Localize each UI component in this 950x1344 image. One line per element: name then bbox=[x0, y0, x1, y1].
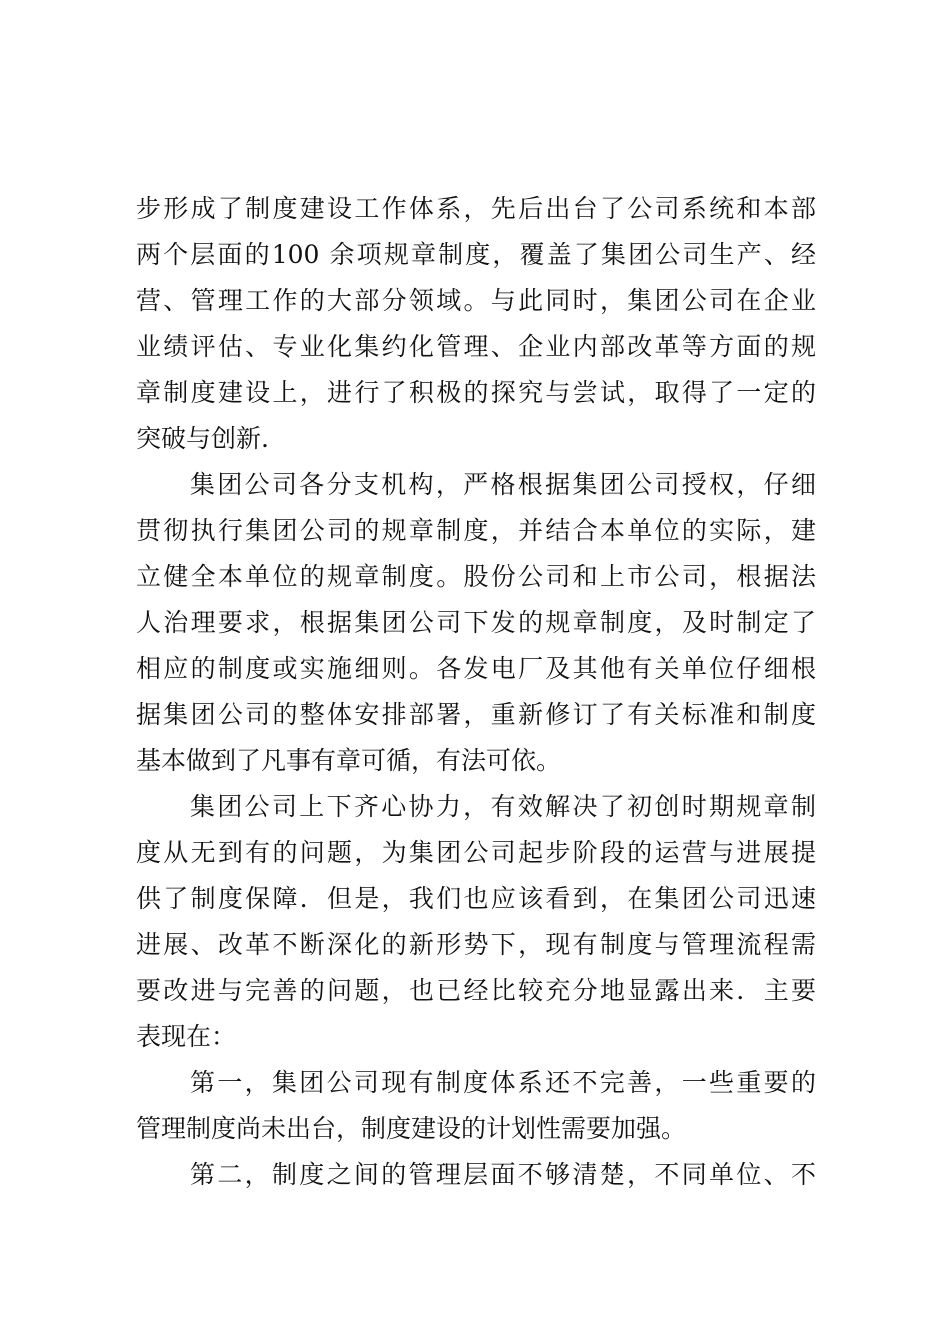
text-line: 步形成了制度建设工作体系，先后出台了公司系统和本部 bbox=[136, 194, 816, 223]
text-line: 进展、改革不断深化的新形势下，现有制度与管理流程需 bbox=[136, 930, 816, 959]
text-line: 两个层面的100 余项规章制度，覆盖了集团公司生产、经 bbox=[136, 240, 816, 269]
document-body bbox=[136, 186, 816, 1198]
paragraph bbox=[136, 1152, 816, 1198]
paragraph bbox=[136, 1060, 816, 1152]
text-line: 相应的制度或实施细则。各发电厂及其他有关单位仔细根 bbox=[136, 654, 816, 683]
text-line: 集团公司上下齐心协力，有效解决了初创时期规章制 bbox=[190, 792, 816, 821]
text-line: 章制度建设上，进行了积极的探究与尝试，取得了一定的 bbox=[136, 378, 816, 407]
paragraph bbox=[136, 784, 816, 1060]
text-line: 供了制度保障．但是，我们也应该看到，在集团公司迅速 bbox=[136, 884, 816, 913]
text-line: 度从无到有的问题，为集团公司起步阶段的运营与进展提 bbox=[136, 838, 816, 867]
text-line: 人治理要求，根据集团公司下发的规章制度，及时制定了 bbox=[136, 608, 816, 637]
text-line: 突破与创新. bbox=[136, 424, 269, 453]
text-line: 贯彻执行集团公司的规章制度，并结合本单位的实际，建 bbox=[136, 516, 816, 545]
text-line: 第一，集团公司现有制度体系还不完善，一些重要的 bbox=[190, 1068, 816, 1097]
text-line: 要改进与完善的问题，也已经比较充分地显露出来．主要 bbox=[136, 976, 816, 1005]
text-line: 营、管理工作的大部分领域。与此同时，集团公司在企业 bbox=[136, 286, 816, 315]
text-line: 集团公司各分支机构，严格根据集团公司授权，仔细 bbox=[190, 470, 816, 499]
text-line: 表现在： bbox=[136, 1022, 237, 1051]
paragraph bbox=[136, 462, 816, 784]
text-line: 管理制度尚未出台，制度建设的计划性需要加强。 bbox=[136, 1114, 687, 1143]
text-line: 据集团公司的整体安排部署，重新修订了有关标准和制度 bbox=[136, 700, 816, 729]
text-line: 第二，制度之间的管理层面不够清楚，不同单位、不 bbox=[190, 1160, 816, 1189]
text-line: 基本做到了凡事有章可循，有法可依。 bbox=[136, 746, 562, 775]
text-line: 业绩评估、专业化集约化管理、企业内部改革等方面的规 bbox=[136, 332, 816, 361]
text-line: 立健全本单位的规章制度。股份公司和上市公司，根据法 bbox=[136, 562, 816, 591]
paragraph bbox=[136, 186, 816, 462]
